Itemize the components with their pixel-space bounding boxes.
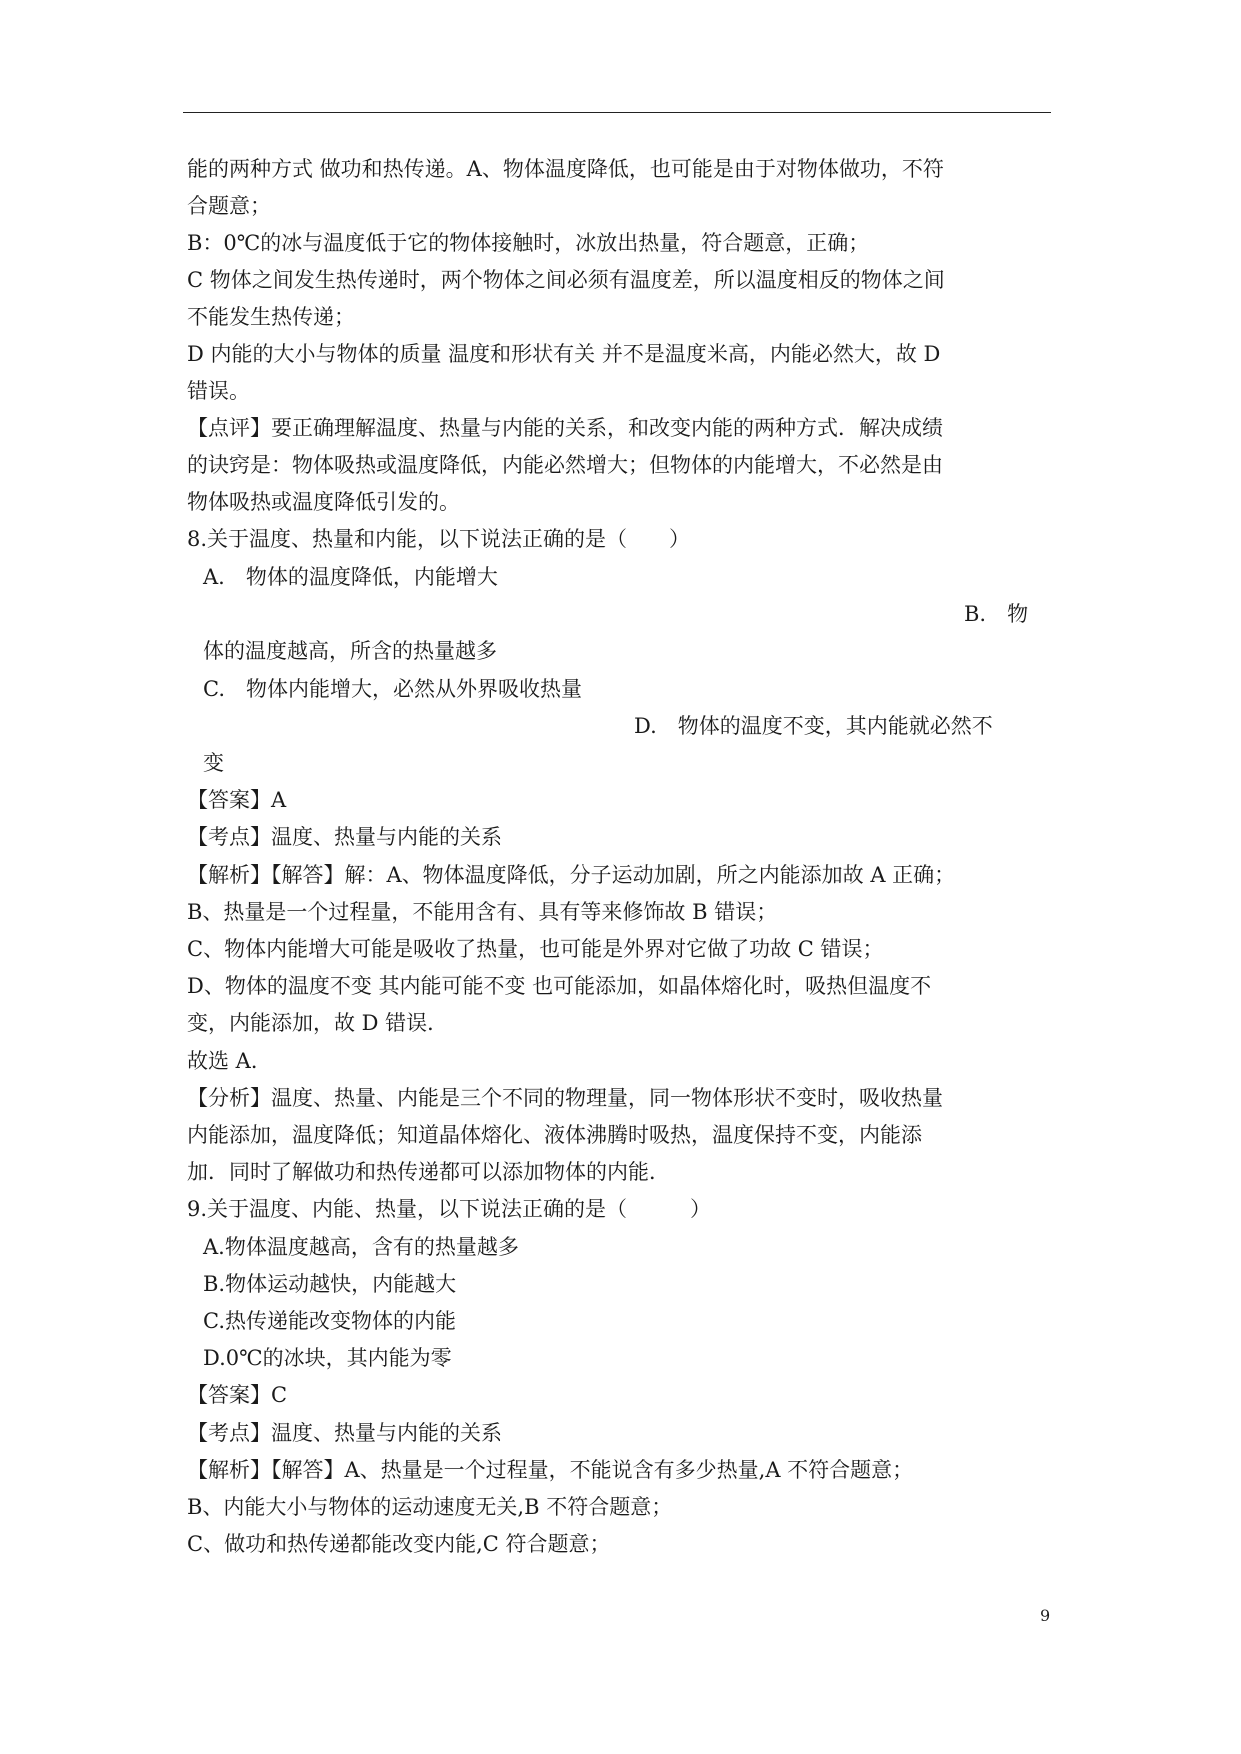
option-b-start: B. 物	[964, 602, 1029, 626]
text-line: C 物体之间发生热传递时，两个物体之间必须有温度差，所以温度相反的物体之间	[187, 268, 945, 292]
text-line: 【点评】要正确理解温度、热量与内能的关系，和改变内能的两种方式．解决成绩	[187, 416, 943, 440]
text-line: 不能发生热传递；	[187, 305, 355, 329]
text-line: 【解析】【解答】解：A、物体温度降低，分子运动加剧，所之内能添加故 A 正确；	[187, 863, 956, 887]
text-line: 变，内能添加，故 D 错误．	[187, 1011, 449, 1035]
text-line: 能的两种方式 做功和热传递。A、物体温度降低，也可能是由于对物体做功，不符	[187, 157, 944, 181]
option-d: D.0℃的冰块，其内能为零	[203, 1346, 452, 1370]
option-b-cont: 体的温度越高，所含的热量越多	[203, 639, 497, 663]
text-line: 【解析】【解答】A、热量是一个过程量，不能说含有多少热量,A 不符合题意；	[187, 1458, 914, 1482]
option-d-start: D. 物体的温度不变，其内能就必然不	[634, 714, 993, 738]
header-rule	[183, 112, 1051, 113]
text-line: 合题意；	[187, 194, 271, 218]
option-c: C. 物体内能增大，必然从外界吸收热量	[203, 677, 582, 701]
text-line: 故选 A．	[187, 1049, 272, 1073]
text-line: B、内能大小与物体的运动速度无关,B 不符合题意；	[187, 1495, 673, 1519]
text-line: 加．同时了解做功和热传递都可以添加物体的内能．	[187, 1160, 670, 1184]
topic-line: 【考点】温度、热量与内能的关系	[187, 1421, 502, 1445]
option-a: A. 物体的温度降低，内能增大	[203, 565, 498, 589]
option-d-cont: 变	[203, 751, 224, 775]
topic-line: 【考点】温度、热量与内能的关系	[187, 825, 502, 849]
option-c: C.热传递能改变物体的内能	[203, 1309, 456, 1333]
text-line: D、物体的温度不变 其内能可能不变 也可能添加，如晶体熔化时，吸热但温度不	[187, 974, 932, 998]
text-line: 内能添加，温度降低；知道晶体熔化、液体沸腾时吸热，温度保持不变，内能添	[187, 1123, 922, 1147]
text-line: C、物体内能增大可能是吸收了热量，也可能是外界对它做了功故 C 错误；	[187, 937, 884, 961]
text-line: D 内能的大小与物体的质量 温度和形状有关 并不是温度米高，内能必然大，故 D	[187, 342, 941, 366]
text-line: 【分析】温度、热量、内能是三个不同的物理量，同一物体形状不变时，吸收热量	[187, 1086, 943, 1110]
page-number: 9	[1040, 1606, 1051, 1625]
text-line: 物体吸热或温度降低引发的。	[187, 490, 460, 514]
option-b: B.物体运动越快，内能越大	[203, 1272, 457, 1296]
answer-line: 【答案】A	[187, 788, 287, 812]
text-line: 的诀窍是：物体吸热或温度降低，内能必然增大；但物体的内能增大，不必然是由	[187, 453, 943, 477]
text-line: B：0℃的冰与温度低于它的物体接触时，冰放出热量，符合题意，正确；	[187, 231, 870, 255]
answer-line: 【答案】C	[187, 1383, 288, 1407]
text-line: C、做功和热传递都能改变内能,C 符合题意；	[187, 1532, 611, 1556]
option-a: A.物体温度越高，含有的热量越多	[203, 1235, 519, 1259]
text-line: 错误。	[187, 379, 250, 403]
text-line: B、热量是一个过程量，不能用含有、具有等来修饰故 B 错误；	[187, 900, 778, 924]
question-8-stem: 8.关于温度、热量和内能，以下说法正确的是（ ）	[187, 527, 691, 551]
question-9-stem: 9.关于温度、内能、热量，以下说法正确的是（ ）	[187, 1197, 712, 1221]
